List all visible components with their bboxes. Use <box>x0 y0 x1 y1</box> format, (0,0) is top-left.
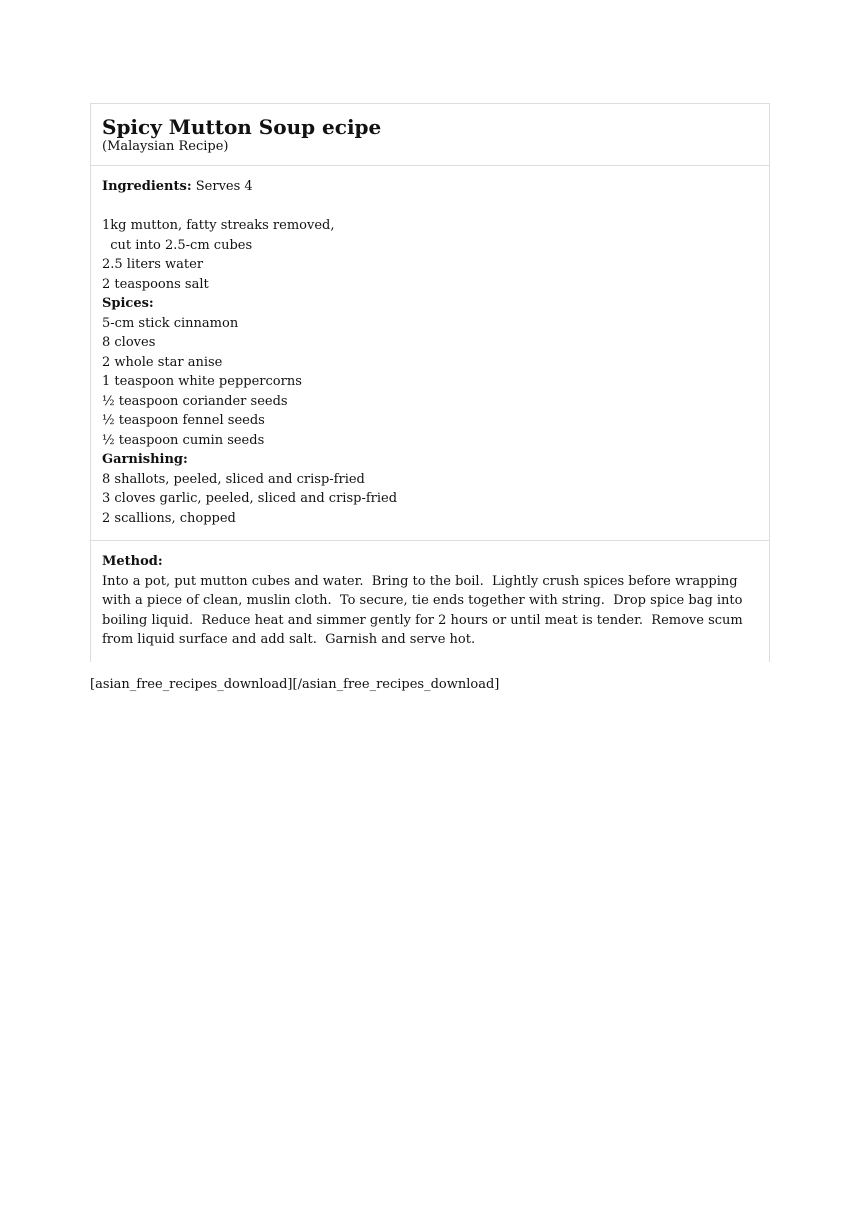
ingredients-section <box>91 166 769 541</box>
ingredient-line: ½ teaspoon fennel seeds <box>102 413 265 428</box>
method-label: Method: <box>102 554 163 569</box>
ingredient-line: 3 cloves garlic, peeled, sliced and crisp-fried <box>102 491 398 506</box>
serves-line <box>102 177 758 197</box>
download-shortcode: [asian_free_recipes_download][/asian_free_recipes_download] <box>90 677 500 692</box>
ingredient-line: 2 whole star anise <box>102 354 223 370</box>
ingredient-line: 2.5 liters water <box>102 257 204 272</box>
ingredient-group-heading: Spices: <box>102 296 154 311</box>
ingredient-line: 5-cm stick cinnamon <box>102 315 239 331</box>
ingredient-line: 1kg mutton, fatty streaks removed, <box>102 218 335 233</box>
ingredient-line: 1 teaspoon white peppercorns <box>102 374 302 389</box>
ingredient-line: 8 cloves <box>102 335 156 350</box>
ingredient-group-heading: Garnishing: <box>102 452 188 467</box>
ingredient-line: 8 shallots, peeled, sliced and crisp-fried <box>102 471 365 487</box>
ingredient-line: 2 scallions, chopped <box>102 510 236 526</box>
recipe-card <box>90 103 770 662</box>
recipe-subtitle: (Malaysian Recipe) <box>102 139 229 154</box>
ingredients-label: Ingredients: <box>102 179 192 194</box>
recipe-header <box>91 104 769 166</box>
ingredient-list <box>102 216 758 528</box>
ingredient-line: ½ teaspoon coriander seeds <box>102 393 288 409</box>
ingredient-line: 2 teaspoons salt <box>102 276 209 292</box>
recipe-title: Spicy Mutton Soup ecipe <box>102 115 382 139</box>
ingredient-line: cut into 2.5-cm cubes <box>102 237 253 253</box>
method-section <box>91 541 769 662</box>
ingredient-line: ½ teaspoon cumin seeds <box>102 432 265 448</box>
method-text: Into a pot, put mutton cubes and water. Bring to the boil. Lightly crush spices before wrapping with a piece of clean, muslin cloth. To secure, tie ends together with string. Drop spice bag into boiling liquid. Reduce heat and simmer gently for 2 hours or until meat is tender. Remove scum from liquid surface and add salt. Garnish and serve hot. <box>102 573 747 647</box>
serves-text: Serves 4 <box>191 179 253 194</box>
